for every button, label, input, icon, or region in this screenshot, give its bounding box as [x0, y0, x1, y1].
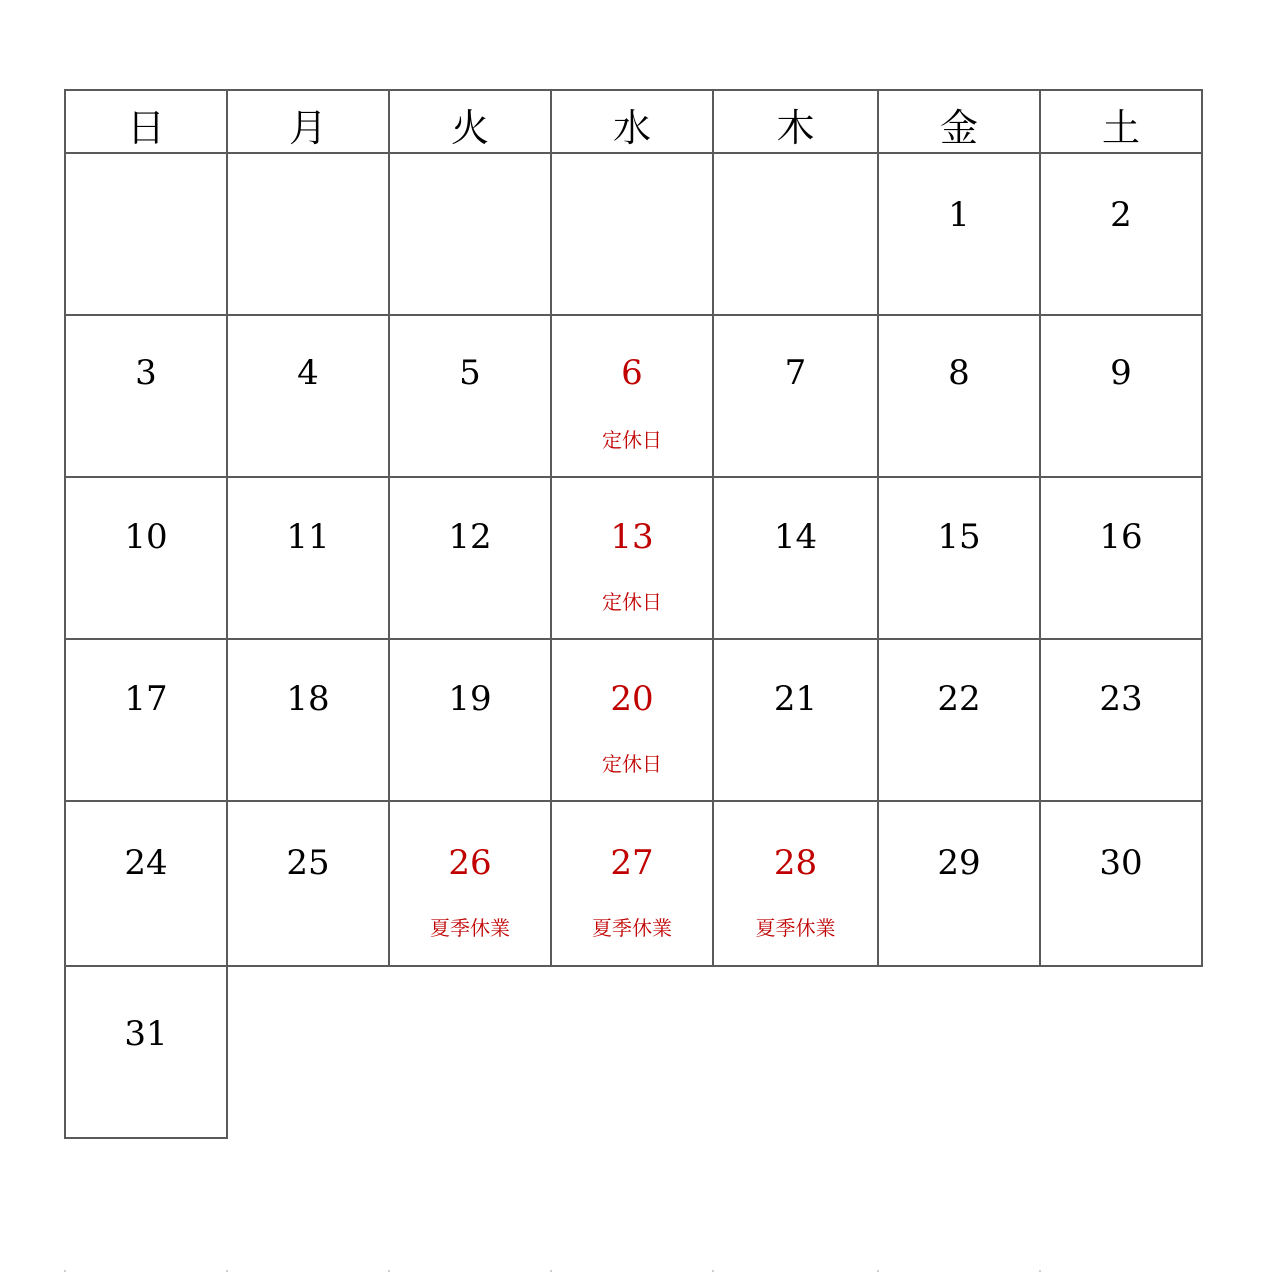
day-cell[interactable]	[1039, 476, 1203, 640]
weekday-header: 月	[226, 89, 390, 154]
empty-cell	[226, 152, 390, 316]
day-cell[interactable]	[64, 638, 228, 802]
empty-cell	[712, 152, 879, 316]
weekday-header: 木	[712, 89, 879, 154]
day-cell[interactable]	[1039, 800, 1203, 967]
day-number: 4	[297, 353, 319, 393]
day-cell[interactable]	[226, 314, 390, 478]
day-cell[interactable]	[550, 476, 714, 640]
day-cell[interactable]	[877, 800, 1041, 967]
day-cell[interactable]	[712, 476, 879, 640]
day-cell[interactable]	[226, 638, 390, 802]
day-number: 15	[937, 517, 981, 557]
day-cell[interactable]	[877, 152, 1041, 316]
day-cell[interactable]	[1039, 638, 1203, 802]
day-number: 13	[610, 517, 654, 557]
day-cell[interactable]	[388, 800, 552, 967]
day-cell[interactable]	[550, 314, 714, 478]
empty-cell	[64, 152, 228, 316]
day-number: 8	[948, 353, 970, 393]
day-number: 3	[135, 353, 157, 393]
day-cell[interactable]	[64, 800, 228, 967]
day-cell[interactable]	[226, 476, 390, 640]
day-cell[interactable]	[1039, 314, 1203, 478]
weekday-header: 日	[64, 89, 228, 154]
day-number: 14	[773, 517, 818, 557]
closure-note: 夏季休業	[430, 916, 510, 940]
day-number: 2	[1110, 195, 1132, 235]
day-number: 23	[1099, 679, 1143, 719]
closure-note: 定休日	[602, 428, 662, 452]
day-cell[interactable]	[550, 638, 714, 802]
day-number: 18	[286, 679, 330, 719]
weekday-header: 金	[877, 89, 1041, 154]
day-cell[interactable]	[64, 314, 228, 478]
day-number: 28	[773, 843, 818, 883]
closure-note: 夏季休業	[592, 916, 672, 940]
closure-note: 定休日	[602, 590, 662, 614]
day-number: 17	[124, 679, 168, 719]
closure-note: 夏季休業	[755, 916, 836, 940]
weekday-header: 水	[550, 89, 714, 154]
day-cell[interactable]	[388, 638, 552, 802]
empty-cell	[388, 152, 552, 316]
day-number: 29	[937, 843, 981, 883]
day-cell[interactable]	[877, 314, 1041, 478]
day-number: 30	[1099, 843, 1143, 883]
day-cell[interactable]	[388, 476, 552, 640]
day-number: 27	[610, 843, 654, 883]
day-number: 9	[1110, 353, 1132, 393]
empty-cell	[550, 152, 714, 316]
day-number: 19	[448, 679, 492, 719]
day-number: 31	[124, 1014, 168, 1054]
day-number: 24	[124, 843, 168, 883]
day-cell[interactable]	[226, 800, 390, 967]
day-cell[interactable]	[388, 314, 552, 478]
day-number: 26	[448, 843, 492, 883]
day-cell[interactable]	[712, 314, 879, 478]
day-number: 12	[448, 517, 492, 557]
closure-note: 定休日	[602, 752, 662, 776]
weekday-header: 火	[388, 89, 552, 154]
day-cell[interactable]	[877, 638, 1041, 802]
day-number: 22	[937, 679, 981, 719]
day-cell[interactable]	[64, 476, 228, 640]
day-cell[interactable]	[877, 476, 1041, 640]
day-number: 1	[948, 195, 970, 235]
day-number: 20	[610, 679, 654, 719]
day-number: 16	[1099, 517, 1143, 557]
day-number: 25	[286, 843, 330, 883]
day-number: 5	[459, 353, 481, 393]
day-number: 11	[286, 517, 330, 557]
day-number: 7	[784, 353, 807, 393]
weekday-header: 土	[1039, 89, 1203, 154]
day-cell[interactable]	[550, 800, 714, 967]
day-number: 21	[773, 679, 818, 719]
day-cell[interactable]	[712, 800, 879, 967]
day-cell[interactable]	[64, 965, 228, 1139]
day-number: 10	[124, 517, 168, 557]
day-number: 6	[621, 353, 643, 393]
day-cell[interactable]	[712, 638, 879, 802]
day-cell[interactable]	[1039, 152, 1203, 316]
